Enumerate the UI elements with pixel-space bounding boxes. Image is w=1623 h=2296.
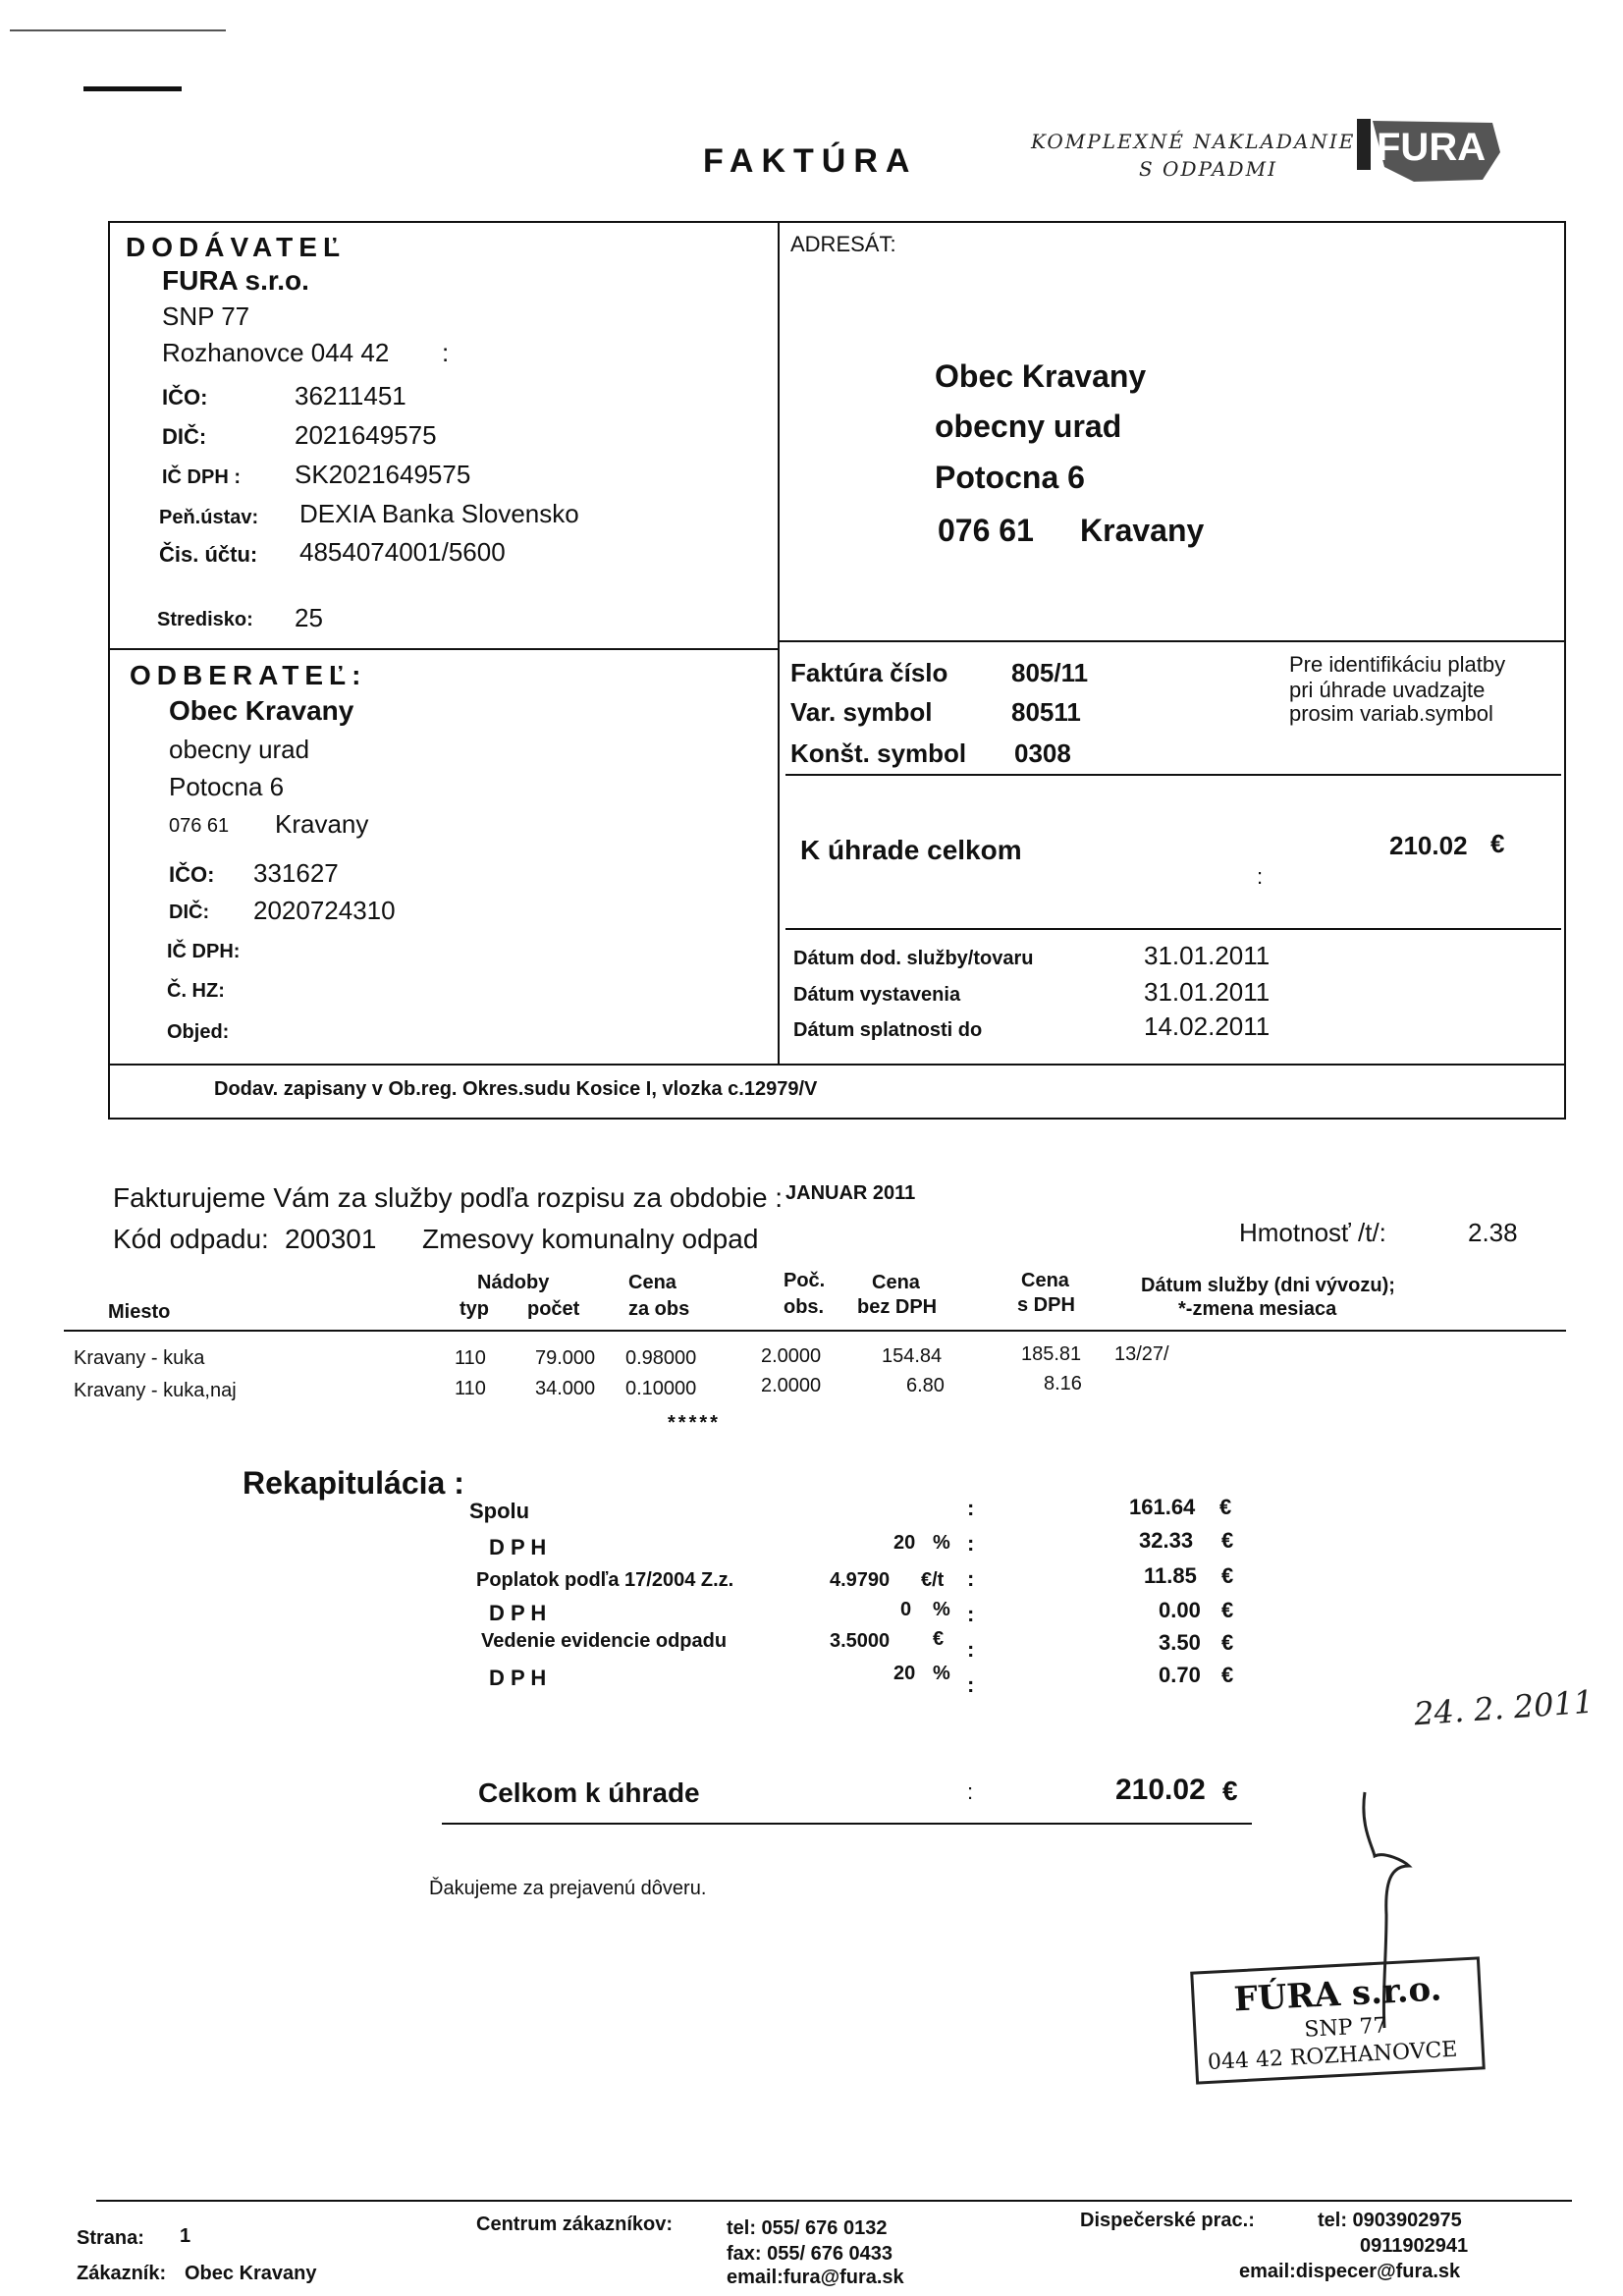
due-date-label: Dátum splatnosti do (793, 1019, 983, 1041)
row-place: Kravany - kuka,naj (74, 1380, 237, 1401)
company-stamp (1190, 1956, 1486, 2084)
recap-unit: % (933, 1532, 950, 1554)
col-containers: Nádoby (477, 1272, 550, 1293)
footer-customer-label: Zákazník: (77, 2263, 167, 2284)
footer-page-label: Strana: (77, 2227, 144, 2249)
footer-rule (96, 2200, 1572, 2202)
weight-label: Hmotnosť /t/: (1239, 1218, 1386, 1247)
invoice-number: 805/11 (1011, 658, 1089, 687)
customer-hz-label: Č. HZ: (167, 980, 225, 1002)
grand-total-value: 210.02 (1115, 1774, 1206, 1806)
recap-currency: € (1221, 1663, 1234, 1687)
footer-customer: Obec Kravany (185, 2263, 317, 2284)
customer-ico: 331627 (253, 858, 339, 888)
addressee-zip: 076 61 (938, 513, 1034, 548)
grand-total-label: Celkom k úhrade (478, 1777, 700, 1808)
col-gross-sub: s DPH (1017, 1294, 1075, 1316)
supplier-bank-label: Peň.ústav: (159, 507, 259, 528)
svg-text:FURA: FURA (1377, 126, 1487, 169)
row-count: 79.000 (535, 1347, 596, 1369)
document-title: FAKTÚRA (703, 142, 918, 180)
waste-code-label: Kód odpadu: (113, 1224, 269, 1254)
customer-dic: 2020724310 (253, 896, 396, 925)
table-end-stars: ***** (668, 1412, 721, 1434)
constant-symbol: 0308 (1014, 738, 1071, 768)
addressee-line1: Obec Kravany (935, 358, 1147, 394)
recap-label: Poplatok podľa 17/2004 Z.z. (476, 1569, 734, 1591)
row-place: Kravany - kuka (74, 1347, 205, 1369)
recap-label: Spolu (469, 1499, 530, 1523)
supplier-colon: : (442, 338, 450, 367)
recap-label: Vedenie evidencie odpadu (481, 1630, 728, 1652)
footer-tel: tel: 055/ 676 0132 (727, 2217, 888, 2239)
supplier-name: FURA s.r.o. (162, 265, 309, 296)
recap-currency: € (1221, 1630, 1234, 1655)
constant-symbol-label: Konšt. symbol (790, 738, 967, 768)
box-divider-left (108, 648, 780, 650)
customer-ico-label: IČO: (169, 862, 215, 887)
col-count: počet (527, 1298, 580, 1320)
recap-rate: 20 (893, 1663, 916, 1684)
col-gross: Cena (1021, 1270, 1069, 1291)
stamp-name: FÚRA s.r.o. (1232, 1969, 1443, 2020)
recap-currency: € (1221, 1563, 1234, 1588)
col-date: Dátum služby (dni vývozu); (1141, 1275, 1395, 1296)
box-divider-vertical (778, 221, 780, 1066)
supplier-dic: 2021649575 (295, 420, 437, 450)
payment-note-line3: prosim variab.symbol (1289, 701, 1493, 726)
delivery-date: 31.01.2011 (1144, 941, 1271, 970)
addressee-line2: obecny urad (935, 409, 1122, 444)
invoice-number-label: Faktúra číslo (790, 658, 948, 687)
col-price-sub: za obs (628, 1298, 690, 1320)
issue-date-label: Dátum vystavenia (793, 984, 961, 1006)
addressee-line3: Potocna 6 (935, 460, 1085, 495)
col-type: typ (460, 1298, 489, 1320)
recap-currency: € (1219, 1495, 1232, 1519)
row-type: 110 (455, 1347, 486, 1369)
footer-dispatch-email: email:dispecer@fura.sk (1239, 2261, 1461, 2282)
amount-due-colon: : (1257, 864, 1264, 889)
supplier-account-label: Čis. účtu: (159, 542, 258, 567)
recap-heading: Rekapitulácia : (243, 1465, 464, 1501)
supplier-ico: 36211451 (295, 381, 406, 410)
supplier-city: Rozhanovce 044 42 (162, 338, 390, 367)
footer-dispatch-tel2: 0911902941 (1360, 2235, 1469, 2257)
recap-label: D P H (489, 1666, 547, 1690)
row-net: 154.84 (882, 1345, 943, 1367)
row-count: 34.000 (535, 1378, 596, 1399)
recap-rate: 20 (893, 1532, 916, 1554)
recap-rate: 0 (900, 1599, 912, 1620)
footer-page: 1 (180, 2225, 191, 2247)
box-divider-right (778, 640, 1566, 642)
thanks-note: Ďakujeme za prejavenú dôveru. (429, 1878, 707, 1899)
stamp-street: SNP 77 (1303, 2013, 1388, 2043)
recap-value: 11.85 (1144, 1563, 1197, 1588)
variable-symbol: 80511 (1011, 697, 1081, 727)
supplier-center-label: Stredisko: (157, 609, 253, 630)
col-num: Poč. (784, 1270, 826, 1291)
handwritten-date: 24. 2. 2011 (1412, 1682, 1596, 1733)
services-intro: Fakturujeme Vám za služby podľa rozpisu za obdobie : (113, 1182, 784, 1213)
box-divider-registry (108, 1064, 1566, 1066)
company-logo (1355, 113, 1502, 187)
col-price: Cena (628, 1272, 676, 1293)
col-num-sub: obs. (784, 1296, 825, 1318)
table-header-rule (64, 1330, 1566, 1332)
box-divider-total-top (785, 774, 1561, 776)
amount-due-currency: € (1490, 829, 1505, 858)
recap-rate: 3.5000 (830, 1630, 891, 1652)
row-gross: 8.16 (1044, 1373, 1082, 1394)
recap-value: 32.33 (1139, 1528, 1194, 1553)
row-type: 110 (455, 1378, 486, 1399)
recap-colon-column: : : : : : : (967, 1496, 975, 1697)
supplier-account: 4854074001/5600 (299, 537, 506, 567)
row-gross: 185.81 (1021, 1343, 1082, 1365)
grand-total-currency: € (1222, 1776, 1238, 1806)
recap-currency: € (1221, 1528, 1234, 1553)
recap-currency: € (1221, 1598, 1234, 1622)
col-net: Cena (872, 1272, 920, 1293)
recap-unit: % (933, 1663, 950, 1684)
payment-note-line2: pri úhrade uvadzajte (1289, 678, 1486, 702)
recap-unit: € (933, 1628, 945, 1650)
recap-value: 0.70 (1159, 1663, 1201, 1687)
company-tagline-line1: KOMPLEXNÉ NAKLADANIE (1031, 130, 1356, 153)
customer-name: Obec Kravany (169, 695, 354, 726)
recap-value: 161.64 (1129, 1495, 1196, 1519)
grand-total-colon: : (967, 1779, 974, 1804)
recap-label: D P H (489, 1601, 547, 1625)
recap-unit: % (933, 1599, 950, 1620)
row-num: 2.0000 (761, 1375, 822, 1396)
footer-dispatch-label: Dispečerské prac.: (1080, 2210, 1255, 2231)
amount-due-label: K úhrade celkom (800, 835, 1022, 865)
waste-code: 200301 (285, 1224, 377, 1254)
customer-order-label: Objed: (167, 1021, 230, 1043)
supplier-heading: DODÁVATEĽ (126, 232, 347, 262)
footer-email: email:fura@fura.sk (727, 2267, 904, 2288)
scan-line (10, 29, 226, 31)
customer-zip: 076 61 (169, 815, 230, 837)
recap-value: 0.00 (1159, 1598, 1201, 1622)
customer-city: Kravany (275, 809, 369, 839)
col-date-sub: *-zmena mesiaca (1178, 1298, 1337, 1320)
customer-heading: ODBERATEĽ: (130, 660, 367, 690)
stamp-city: 044 42 ROZHANOVCE (1207, 2037, 1458, 2075)
customer-line2: obecny urad (169, 735, 310, 764)
col-net-sub: bez DPH (857, 1296, 938, 1318)
variable-symbol-label: Var. symbol (790, 697, 933, 727)
row-date: 13/27/ (1114, 1343, 1169, 1365)
amount-due-value: 210.02 (1389, 831, 1468, 860)
footer-dispatch-tel1: tel: 0903902975 (1318, 2210, 1462, 2231)
row-price: 0.98000 (625, 1347, 697, 1369)
recap-rate: 4.9790 (830, 1569, 891, 1591)
row-num: 2.0000 (761, 1345, 822, 1367)
recap-label: D P H (489, 1535, 547, 1559)
customer-dic-label: DIČ: (169, 902, 210, 923)
registry-note: Dodav. zapisany v Ob.reg. Okres.sudu Kosice I, vlozka c.12979/V (214, 1078, 818, 1100)
customer-icdph-label: IČ DPH: (167, 941, 241, 962)
scan-mark (83, 86, 182, 91)
footer-center-label: Centrum zákazníkov: (476, 2214, 674, 2235)
row-price: 0.10000 (625, 1378, 697, 1399)
addressee-city: Kravany (1080, 513, 1205, 548)
waste-name: Zmesovy komunalny odpad (422, 1224, 759, 1254)
logo-graphic (1355, 113, 1502, 187)
weight-value: 2.38 (1468, 1218, 1518, 1247)
row-net: 6.80 (906, 1375, 945, 1396)
supplier-bank: DEXIA Banka Slovensko (299, 499, 579, 528)
supplier-center: 25 (295, 603, 323, 632)
payment-note-line1: Pre identifikáciu platby (1289, 652, 1506, 677)
supplier-icdph-label: IČ DPH : (162, 466, 241, 488)
delivery-date-label: Dátum dod. služby/tovaru (793, 948, 1034, 969)
supplier-street: SNP 77 (162, 301, 250, 331)
issue-date: 31.01.2011 (1144, 977, 1271, 1007)
col-place: Miesto (108, 1301, 171, 1323)
footer-fax: fax: 055/ 676 0433 (727, 2243, 893, 2265)
recap-unit: €/t (921, 1569, 945, 1591)
customer-street: Potocna 6 (169, 772, 285, 801)
grand-total-rule (442, 1823, 1252, 1825)
supplier-ico-label: IČO: (162, 385, 208, 410)
supplier-icdph: SK2021649575 (295, 460, 471, 489)
supplier-dic-label: DIČ: (162, 424, 207, 449)
company-tagline-line2: S ODPADMI (1139, 157, 1277, 181)
box-divider-total-bottom (785, 928, 1561, 930)
addressee-heading: ADRESÁT: (790, 232, 896, 256)
recap-value: 3.50 (1159, 1630, 1201, 1655)
due-date: 14.02.2011 (1144, 1011, 1271, 1041)
services-period: JANUAR 2011 (785, 1182, 916, 1204)
